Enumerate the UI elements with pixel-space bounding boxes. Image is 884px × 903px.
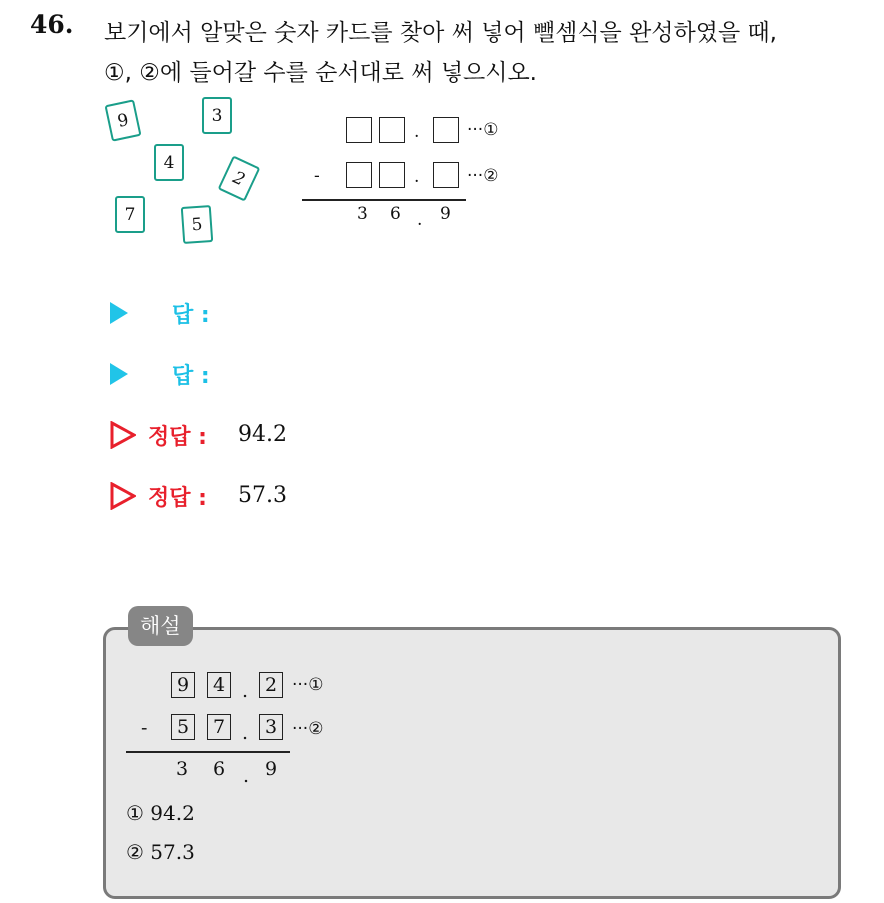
marker-1: ···① [467,120,499,140]
result-digit: 9 [265,758,278,780]
decimal-point: . [414,167,420,187]
digit: 5 [176,716,190,738]
solution-tag: 해설 [128,606,193,646]
filled-digit-box [171,672,195,698]
correct-answer-label: 정답 : [148,425,207,450]
solution-line-1: ① 94.2 [126,801,195,825]
sum-line [126,751,290,753]
result-digit: 6 [213,758,226,780]
filled-digit-box [207,672,231,698]
correct-arrow-icon [110,482,136,510]
filled-digit-box [259,672,283,698]
empty-box [346,117,372,143]
minus-sign: - [141,717,148,739]
solution-line-2: ② 57.3 [126,840,195,864]
card-value: 4 [163,152,175,173]
question-number: 46. [30,10,74,39]
card [181,205,214,244]
sum-line [302,199,466,201]
empty-box [379,117,405,143]
result-digit: 9 [440,204,451,224]
minus-sign: - [314,166,320,186]
answer-label: 답 : [172,303,210,328]
answer-arrow-icon [110,302,128,324]
digit: 2 [264,674,278,696]
result-digit: 3 [357,204,368,224]
answer-label: 답 : [172,364,210,389]
digit: 3 [264,716,278,738]
result-digit: 3 [176,758,189,780]
card-value: 7 [124,204,136,225]
digit: 4 [212,674,226,696]
filled-digit-box [259,714,283,740]
filled-digit-box [207,714,231,740]
question-text-line1: 보기에서 알맞은 숫자 카드를 찾아 써 넣어 뺄셈식을 완성하였을 때, [104,20,777,46]
empty-box [379,162,405,188]
correct-answer-label: 정답 : [148,486,207,511]
digit: 9 [176,674,190,696]
marker-1: ···① [292,675,324,695]
result-digit: 6 [390,204,401,224]
digit: 7 [212,716,226,738]
correct-answer-value: 57.3 [238,483,287,508]
empty-box [346,162,372,188]
card-value: 2 [229,167,249,190]
marker-2: ···② [292,719,324,739]
correct-arrow-icon [110,421,136,449]
decimal-point: . [414,122,420,142]
correct-answer-value: 94.2 [238,422,287,447]
empty-box [433,162,459,188]
decimal-point: . [242,722,249,744]
result-dot: . [243,765,250,787]
card [154,144,184,181]
answer-arrow-icon [110,363,128,385]
card [104,99,141,141]
card-value: 5 [190,214,204,235]
filled-digit-box [171,714,195,740]
empty-box [433,117,459,143]
decimal-point: . [242,680,249,702]
card [218,155,261,201]
question-text-line2: ①, ②에 들어갈 수를 순서대로 써 넣으시오. [104,60,537,86]
card [115,196,145,233]
card-value: 9 [115,109,131,132]
marker-2: ···② [467,166,499,186]
card [202,97,232,134]
result-dot: . [417,210,423,230]
card-value: 3 [211,105,223,126]
